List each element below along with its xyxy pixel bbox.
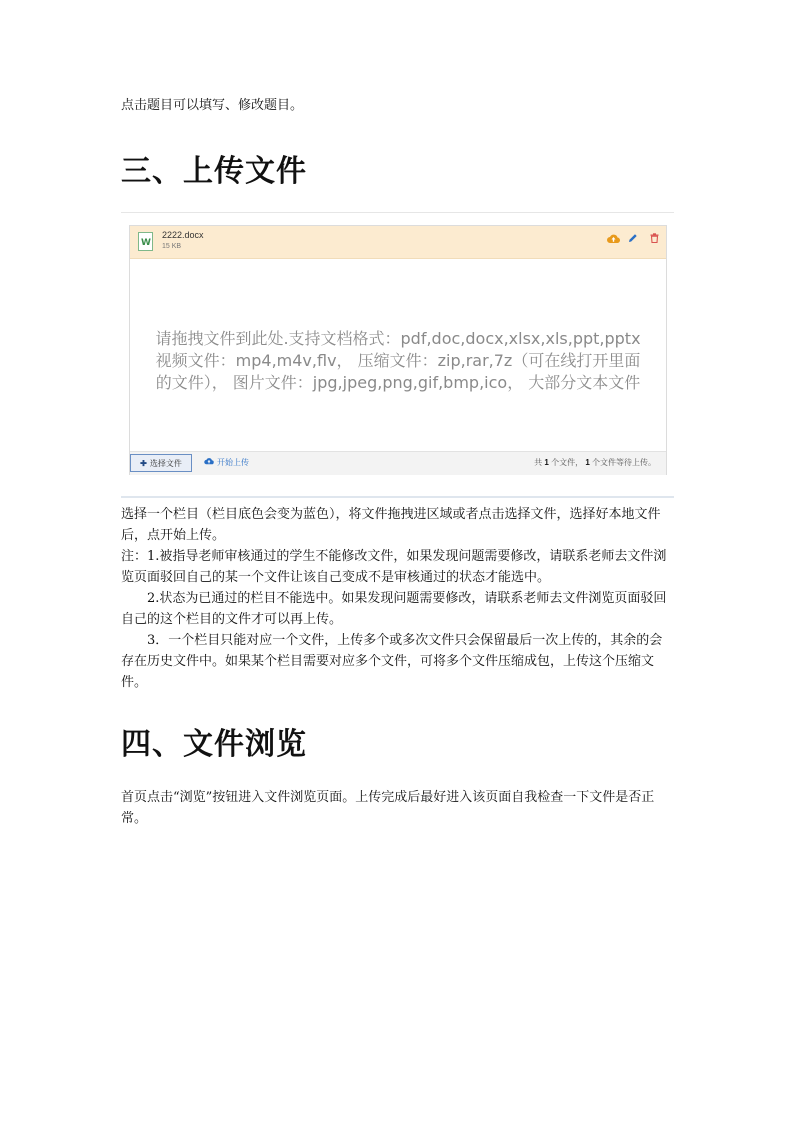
- drop-hint-line: 视频文件：mp4,m4v,flv， 压缩文件：zip,rar,7z（可在线打开里面: [155, 351, 641, 370]
- section-heading-upload: 三、上传文件: [121, 154, 307, 189]
- intro-text: 点击题目可以填写、修改题目。: [121, 98, 304, 113]
- divider: [121, 496, 674, 498]
- file-size: 15 KB: [162, 243, 182, 250]
- section-heading-browse: 四、文件浏览: [121, 727, 307, 762]
- upload-status: 共 1 个文件， 1 个文件等待上传。: [534, 458, 656, 467]
- note-paragraph-3: 3．一个栏目只能对应一个文件，上传多个或多次文件只会保留最后一次上传的，其余的会存在历史文件中。如果某个栏目需要对应多个文件，可将多个文件压缩成包，上传这个压缩文件。: [121, 633, 663, 690]
- file-row[interactable]: [130, 226, 666, 259]
- note-paragraph-1: 注：1.被指导老师审核通过的学生不能修改文件，如果发现问题需要修改，请联系老师去文件浏览页面驳回自己的某一个文件让该自己变成不是审核通过的状态才能选中。: [121, 549, 667, 585]
- choose-file-button[interactable]: ✚ 选择文件: [130, 454, 192, 472]
- trash-icon[interactable]: [647, 233, 661, 247]
- pencil-icon[interactable]: [626, 233, 640, 247]
- file-uploader: [129, 225, 667, 475]
- cloud-upload-icon[interactable]: [606, 233, 620, 247]
- divider: [121, 212, 674, 213]
- cloud-upload-icon: [204, 458, 214, 467]
- word-file-icon: W: [138, 232, 153, 251]
- plus-icon: ✚: [140, 459, 147, 468]
- uploader-toolbar: [130, 451, 666, 475]
- drop-hint-line: 请拖拽文件到此处.支持文档格式：pdf,doc,docx,xlsx,xls,ppt,pptx: [155, 329, 641, 348]
- drop-zone-hint[interactable]: [130, 328, 666, 394]
- instruction-paragraph: 选择一个栏目（栏目底色会变为蓝色），将文件拖拽进区域或者点击选择文件，选择好本地文件后，点开始上传。: [121, 507, 661, 543]
- file-name: 2222.docx: [162, 230, 204, 240]
- drop-hint-line: 的文件）， 图片文件：jpg,jpeg,png,gif,bmp,ico， 大部分文本文件: [155, 373, 641, 392]
- start-upload-button[interactable]: 开始上传: [204, 454, 249, 472]
- note-paragraph-2: 2.状态为已通过的栏目不能选中。如果发现问题需要修改，请联系老师去文件浏览页面驳回自己的这个栏目的文件才可以再上传。: [121, 591, 667, 627]
- browse-paragraph: 首页点击“浏览”按钮进入文件浏览页面。上传完成后最好进入该页面自我检查一下文件是否正常。: [121, 790, 655, 826]
